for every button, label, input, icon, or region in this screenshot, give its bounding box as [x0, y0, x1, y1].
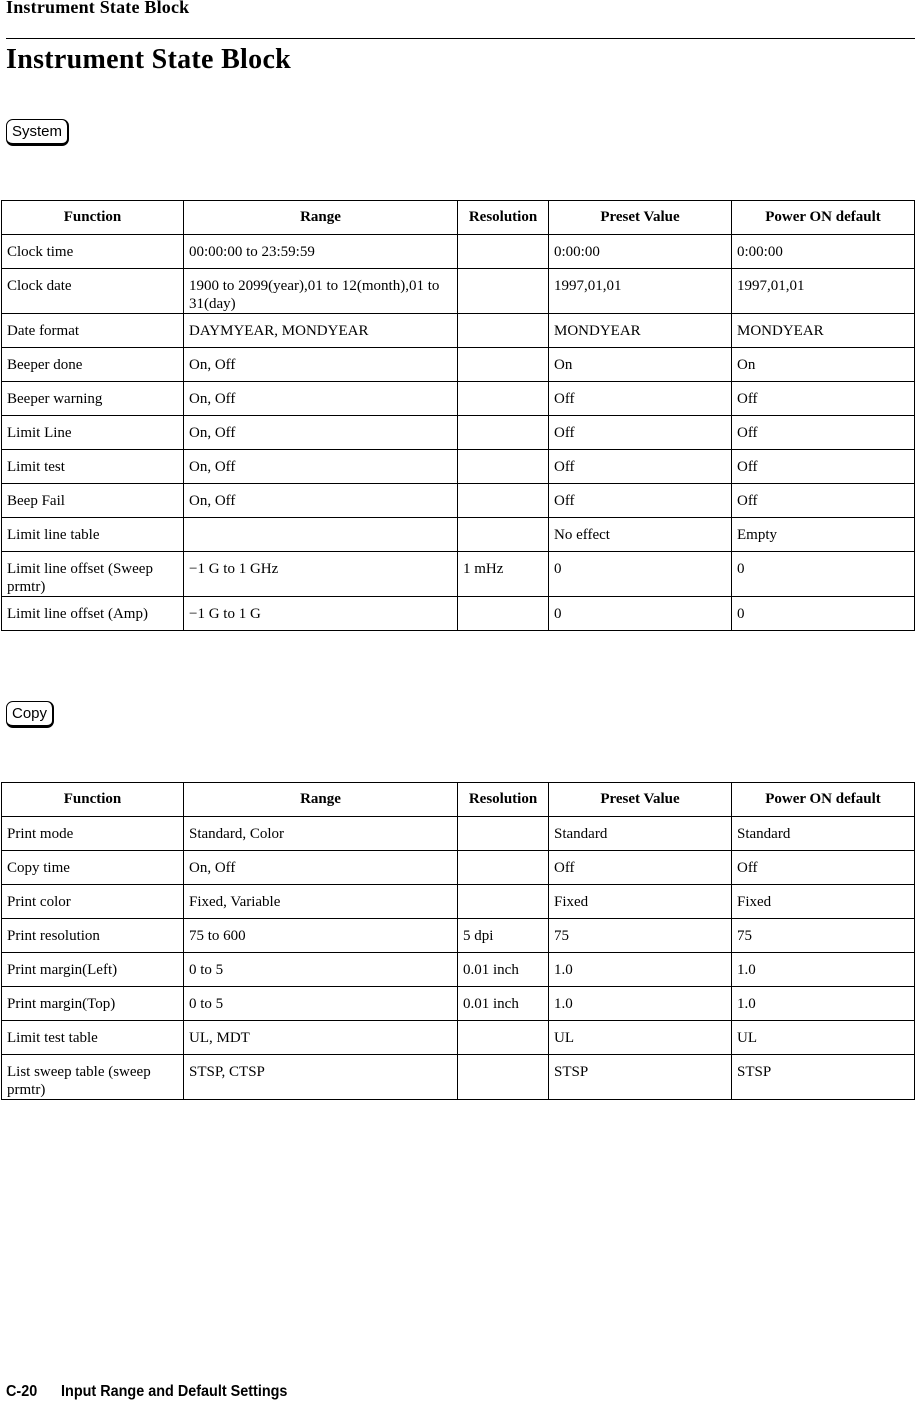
preset-cell: No effect: [549, 518, 732, 552]
preset-cell: Off: [549, 484, 732, 518]
power-on-cell: MONDYEAR: [732, 314, 915, 348]
function-cell: Limit line offset (Amp): [2, 597, 184, 631]
preset-cell: On: [549, 348, 732, 382]
col-resolution-header: Resolution: [458, 201, 549, 235]
range-cell: On, Off: [184, 416, 458, 450]
power-on-cell: Off: [732, 450, 915, 484]
resolution-cell: [458, 269, 549, 314]
table-row: [2, 597, 915, 631]
copy-table-body: [2, 817, 915, 1100]
table-row: [2, 518, 915, 552]
preset-cell: 1.0: [549, 953, 732, 987]
power-on-cell: Off: [732, 851, 915, 885]
power-on-cell: Empty: [732, 518, 915, 552]
preset-cell: UL: [549, 1021, 732, 1055]
preset-cell: STSP: [549, 1055, 732, 1100]
resolution-cell: 0.01 inch: [458, 987, 549, 1021]
power-on-cell: 0:00:00: [732, 235, 915, 269]
function-cell: Beep Fail: [2, 484, 184, 518]
range-cell: DAYMYEAR, MONDYEAR: [184, 314, 458, 348]
preset-cell: 75: [549, 919, 732, 953]
table-row: [2, 851, 915, 885]
power-on-cell: 0: [732, 597, 915, 631]
resolution-cell: 5 dpi: [458, 919, 549, 953]
system-table-body: [2, 235, 915, 631]
col-resolution-header: Resolution: [458, 783, 549, 817]
system-key: System: [6, 119, 69, 146]
table-row: [2, 987, 915, 1021]
range-cell: 1900 to 2099(year),01 to 12(month),01 to 31(day): [184, 269, 458, 314]
function-cell: Limit line offset (Sweep prmtr): [2, 552, 184, 597]
table-row: [2, 314, 915, 348]
table-row: [2, 484, 915, 518]
table-row: [2, 552, 915, 597]
power-on-cell: 1.0: [732, 953, 915, 987]
power-on-cell: On: [732, 348, 915, 382]
section-title: Instrument State Block: [6, 44, 292, 75]
function-cell: Clock time: [2, 235, 184, 269]
range-cell: On, Off: [184, 484, 458, 518]
resolution-cell: 0.01 inch: [458, 953, 549, 987]
range-cell: 75 to 600: [184, 919, 458, 953]
table-header-row: [2, 783, 915, 817]
table-row: [2, 919, 915, 953]
resolution-cell: [458, 416, 549, 450]
table-row: [2, 450, 915, 484]
table-row: [2, 885, 915, 919]
range-cell: On, Off: [184, 851, 458, 885]
copy-key: Copy: [6, 701, 54, 728]
function-cell: Print margin(Top): [2, 987, 184, 1021]
power-on-cell: Standard: [732, 817, 915, 851]
range-cell: On, Off: [184, 348, 458, 382]
preset-cell: Off: [549, 382, 732, 416]
resolution-cell: [458, 314, 549, 348]
function-cell: Limit Line: [2, 416, 184, 450]
table-row: [2, 1021, 915, 1055]
power-on-cell: Off: [732, 416, 915, 450]
table-row: [2, 416, 915, 450]
system-table: [1, 200, 915, 631]
function-cell: Limit line table: [2, 518, 184, 552]
preset-cell: Fixed: [549, 885, 732, 919]
preset-cell: Off: [549, 450, 732, 484]
resolution-cell: [458, 1055, 549, 1100]
range-cell: 0 to 5: [184, 953, 458, 987]
range-cell: UL, MDT: [184, 1021, 458, 1055]
range-cell: −1 G to 1 G: [184, 597, 458, 631]
col-range-header: Range: [184, 201, 458, 235]
chapter-title: Input Range and Default Settings: [61, 1383, 288, 1400]
range-cell: On, Off: [184, 382, 458, 416]
resolution-cell: 1 mHz: [458, 552, 549, 597]
col-function-header: Function: [2, 783, 184, 817]
preset-cell: Off: [549, 416, 732, 450]
page-number: C-20: [6, 1383, 38, 1400]
table-row: [2, 1055, 915, 1100]
power-on-cell: Off: [732, 382, 915, 416]
resolution-cell: [458, 382, 549, 416]
function-cell: Beeper done: [2, 348, 184, 382]
resolution-cell: [458, 817, 549, 851]
preset-cell: MONDYEAR: [549, 314, 732, 348]
range-cell: Fixed, Variable: [184, 885, 458, 919]
function-cell: Print resolution: [2, 919, 184, 953]
page-footer: [6, 1383, 287, 1401]
preset-cell: Off: [549, 851, 732, 885]
resolution-cell: [458, 1021, 549, 1055]
table-row: [2, 269, 915, 314]
col-preset-header: Preset Value: [549, 201, 732, 235]
preset-cell: 1997,01,01: [549, 269, 732, 314]
header-rule: [6, 38, 915, 39]
function-cell: Limit test: [2, 450, 184, 484]
power-on-cell: 0: [732, 552, 915, 597]
function-cell: List sweep table (sweep prmtr): [2, 1055, 184, 1100]
function-cell: Beeper warning: [2, 382, 184, 416]
table-row: [2, 817, 915, 851]
range-cell: [184, 518, 458, 552]
function-cell: Copy time: [2, 851, 184, 885]
range-cell: On, Off: [184, 450, 458, 484]
resolution-cell: [458, 851, 549, 885]
col-power-on-header: Power ON default: [732, 201, 915, 235]
table-row: [2, 382, 915, 416]
resolution-cell: [458, 235, 549, 269]
function-cell: Print mode: [2, 817, 184, 851]
preset-cell: Standard: [549, 817, 732, 851]
copy-table: [1, 782, 915, 1100]
power-on-cell: STSP: [732, 1055, 915, 1100]
range-cell: STSP, CTSP: [184, 1055, 458, 1100]
range-cell: Standard, Color: [184, 817, 458, 851]
col-power-on-header: Power ON default: [732, 783, 915, 817]
range-cell: 0 to 5: [184, 987, 458, 1021]
function-cell: Clock date: [2, 269, 184, 314]
preset-cell: 0: [549, 552, 732, 597]
resolution-cell: [458, 484, 549, 518]
table-row: [2, 235, 915, 269]
col-function-header: Function: [2, 201, 184, 235]
function-cell: Limit test table: [2, 1021, 184, 1055]
col-range-header: Range: [184, 783, 458, 817]
col-preset-header: Preset Value: [549, 783, 732, 817]
table-row: [2, 348, 915, 382]
table-row: [2, 953, 915, 987]
power-on-cell: Fixed: [732, 885, 915, 919]
preset-cell: 0: [549, 597, 732, 631]
range-cell: −1 G to 1 GHz: [184, 552, 458, 597]
power-on-cell: Off: [732, 484, 915, 518]
power-on-cell: UL: [732, 1021, 915, 1055]
power-on-cell: 1997,01,01: [732, 269, 915, 314]
range-cell: 00:00:00 to 23:59:59: [184, 235, 458, 269]
power-on-cell: 75: [732, 919, 915, 953]
power-on-cell: 1.0: [732, 987, 915, 1021]
resolution-cell: [458, 597, 549, 631]
resolution-cell: [458, 348, 549, 382]
running-head: Instrument State Block: [6, 0, 190, 17]
resolution-cell: [458, 518, 549, 552]
preset-cell: 1.0: [549, 987, 732, 1021]
function-cell: Print margin(Left): [2, 953, 184, 987]
resolution-cell: [458, 450, 549, 484]
function-cell: Print color: [2, 885, 184, 919]
table-header-row: [2, 201, 915, 235]
function-cell: Date format: [2, 314, 184, 348]
resolution-cell: [458, 885, 549, 919]
preset-cell: 0:00:00: [549, 235, 732, 269]
